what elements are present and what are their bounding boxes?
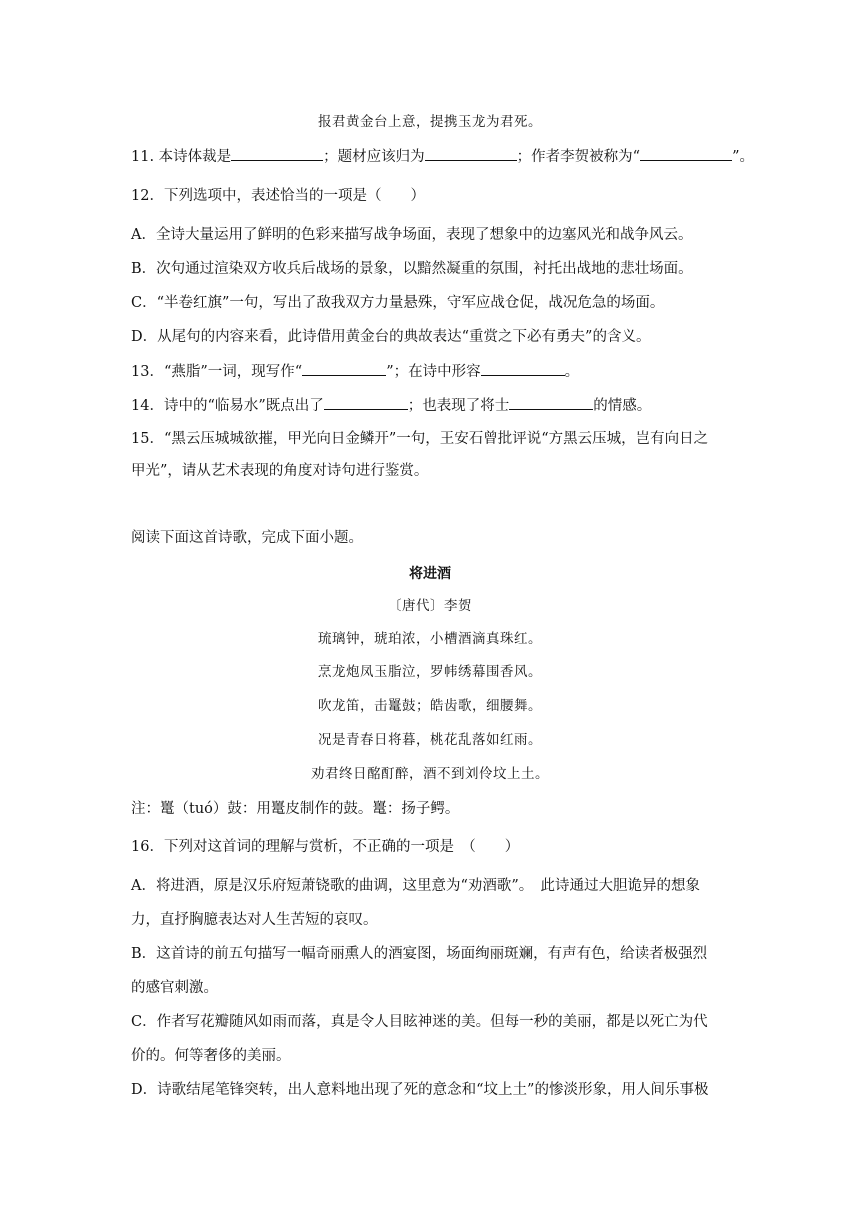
poem-author: 〔唐代〕李贺 (388, 598, 472, 614)
question-13 (131, 361, 579, 382)
reading-instruction: 阅读下面这首诗歌，完成下面小题。 (131, 530, 363, 546)
previous-poem-last-line: 报君黄金台上意，提携玉龙为君死。 (318, 114, 542, 130)
question-16-option-b-line-2: 的感官刺激。 (131, 980, 218, 996)
q11-text-2: ；题材应该归为 (323, 149, 425, 165)
question-14 (131, 395, 651, 416)
poem-line: 吹龙笛，击鼍鼓；皓齿歌，细腰舞。 (318, 698, 542, 714)
q14-text-2: ；也表现了将士 (407, 398, 510, 414)
question-16-stem: 16．下列对这首词的理解与赏析，不正确的一项是 （ ） (131, 839, 520, 855)
question-12-option-b: B．次句通过渲染双方收兵后战场的景象，以黯然凝重的氛围，衬托出战地的悲壮场面。 (131, 261, 693, 277)
poem-line: 况是青春日将暮，桃花乱落如红雨。 (318, 732, 542, 748)
question-15-line-2: 甲光”，请从艺术表现的角度对诗句进行鉴赏。 (131, 463, 429, 479)
q13-blank-meaning[interactable] (481, 361, 565, 376)
q14-blank-emotion[interactable] (509, 395, 593, 410)
poem-line: 琉璃钟，琥珀浓，小槽酒滴真珠红。 (318, 631, 542, 647)
q13-text-2: ”；在诗中形容 (386, 364, 481, 380)
question-12-option-d: D．从尾句的内容来看，此诗借用黄金台的典故表达“重赏之下必有勇夫”的含义。 (131, 329, 651, 345)
q11-blank-genre[interactable] (231, 146, 323, 161)
question-16-option-a-line-2: 力，直抒胸臆表达对人生苦短的哀叹。 (131, 912, 378, 928)
q13-text-3: 。 (564, 364, 580, 380)
q13-blank-word[interactable] (302, 361, 386, 376)
question-16-option-b-line-1: B．这首诗的前五句描写一幅奇丽熏人的酒宴图，场面绚丽斑斓，有声有色，给读者极强烈 (131, 946, 708, 962)
q11-blank-title[interactable] (640, 146, 732, 161)
question-16-option-c-line-1: C．作者写花瓣随风如雨而落，真是令人目眩神迷的美。但每一秒的美丽，都是以死亡为代 (131, 1014, 708, 1030)
poem-line: 劝君终日酩酊醉，酒不到刘伶坟上土。 (311, 766, 549, 782)
q14-text-3: 的情感。 (593, 398, 652, 414)
question-15-line-1: 15．“黑云压城城欲摧，甲光向日金鳞开”一句，王安石曾批评说“方黑云压城，岂有向日之 (131, 431, 709, 447)
question-12-option-c: C．“半卷红旗”一句，写出了敌我双方力量悬殊，守军应战仓促，战况危急的场面。 (131, 295, 665, 311)
q11-blank-theme[interactable] (425, 146, 517, 161)
poem-line: 烹龙炮凤玉脂泣，罗帏绣幕围香风。 (318, 664, 542, 680)
question-16-option-a-line-1: A．将进酒，原是汉乐府短萧铙歌的曲调，这里意为“劝酒歌”。 此诗通过大胆诡异的想象 (131, 878, 701, 894)
poem-note: 注：鼍（tuó）鼓：用鼍皮制作的鼓。鼍：扬子鳄。 (131, 801, 460, 817)
question-16-option-c-line-2: 价的。何等奢侈的美丽。 (131, 1048, 291, 1064)
question-12-option-a: A．全诗大量运用了鲜明的色彩来描写战争场面，表现了想象中的边塞风光和战争风云。 (131, 227, 693, 243)
question-12-stem: 12．下列选项中，表述恰当的一项是（ ） (131, 188, 425, 204)
q14-blank-place[interactable] (324, 395, 408, 410)
question-11 (131, 146, 754, 167)
poem-title: 将进酒 (409, 566, 451, 582)
question-16-option-d-line-1: D．诗歌结尾笔锋突转，出人意料地出现了死的意念和“坟上土”的惨淡形象，用人间乐事极 (131, 1082, 709, 1098)
q11-text-1: 11. 本诗体裁是 (131, 149, 232, 165)
q14-text-1: 14．诗中的“临易水”既点出了 (131, 398, 324, 414)
q11-text-4: ”。 (732, 149, 755, 165)
q11-text-3: ；作者李贺被称为“ (516, 149, 641, 165)
q13-text-1: 13．“燕脂”一词，现写作“ (131, 364, 303, 380)
